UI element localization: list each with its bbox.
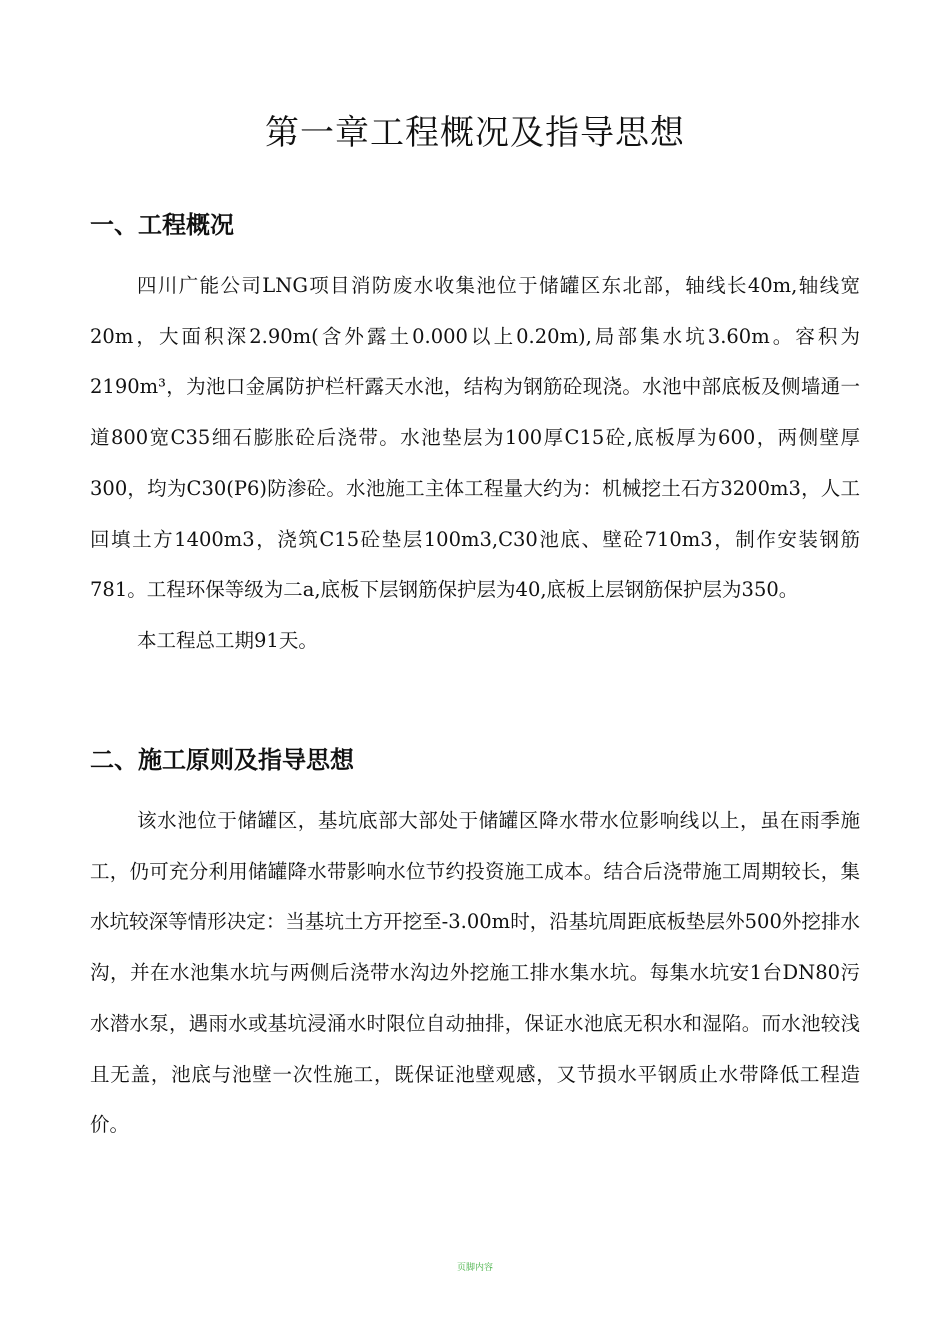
- paragraph: 本工程总工期91天。: [137, 628, 318, 652]
- section-heading-principles: 二、施工原则及指导思想: [90, 746, 354, 774]
- footer-watermark: 页脚内容: [456, 1263, 493, 1273]
- section-body-principles: [90, 796, 860, 1151]
- paragraph: 该水池位于储罐区，基坑底部大部处于储罐区降水带水位影响线以上，虽在雨季施工，仍可充分利用储罐降水带影响水位节约投资施工成本。结合后浇带施工周期较长，集水坑较深等情形决定：当基坑土方开挖至-3.00m时，沿基坑周距底板垫层外500外挖排水沟，并在水池集水坑与两侧后浇带水沟边外挖施工排水集水坑。每集水坑安1台DN80污水潜水泵，遇雨水或基坑浸涌水时限位自动抽排，保证水池底无积水和湿陷。而水池较浅且无盖，池底与池壁一次性施工，既保证池壁观感，又节损水平钢质止水带降低工程造价。: [90, 809, 860, 1137]
- section-body-overview: [90, 261, 860, 667]
- section-heading-overview: 一、工程概况: [90, 211, 234, 239]
- paragraph: 四川广能公司LNG项目消防废水收集池位于储罐区东北部，轴线长40m,轴线宽20m，大面积深2.90m(含外露土0.000以上0.20m),局部集水坑3.60m。容积为2190m³，为池口金属防护栏杆露天水池，结构为钢筋砼现浇。水池中部底板及侧墙通一道800宽C35细石膨胀砼后浇带。水池垫层为100厚C15砼,底板厚为600，两侧壁厚300，均为C30(P6)防渗砼。水池施工主体工程量大约为：机械挖土石方3200m3，人工回填土方1400m3，浇筑C15砼垫层100m3,C30池底、壁砼710m3，制作安装钢筋781。工程环保等级为二a,底板下层钢筋保护层为40,底板上层钢筋保护层为350。: [90, 274, 860, 602]
- page-title: 第一章工程概况及指导思想: [265, 113, 685, 153]
